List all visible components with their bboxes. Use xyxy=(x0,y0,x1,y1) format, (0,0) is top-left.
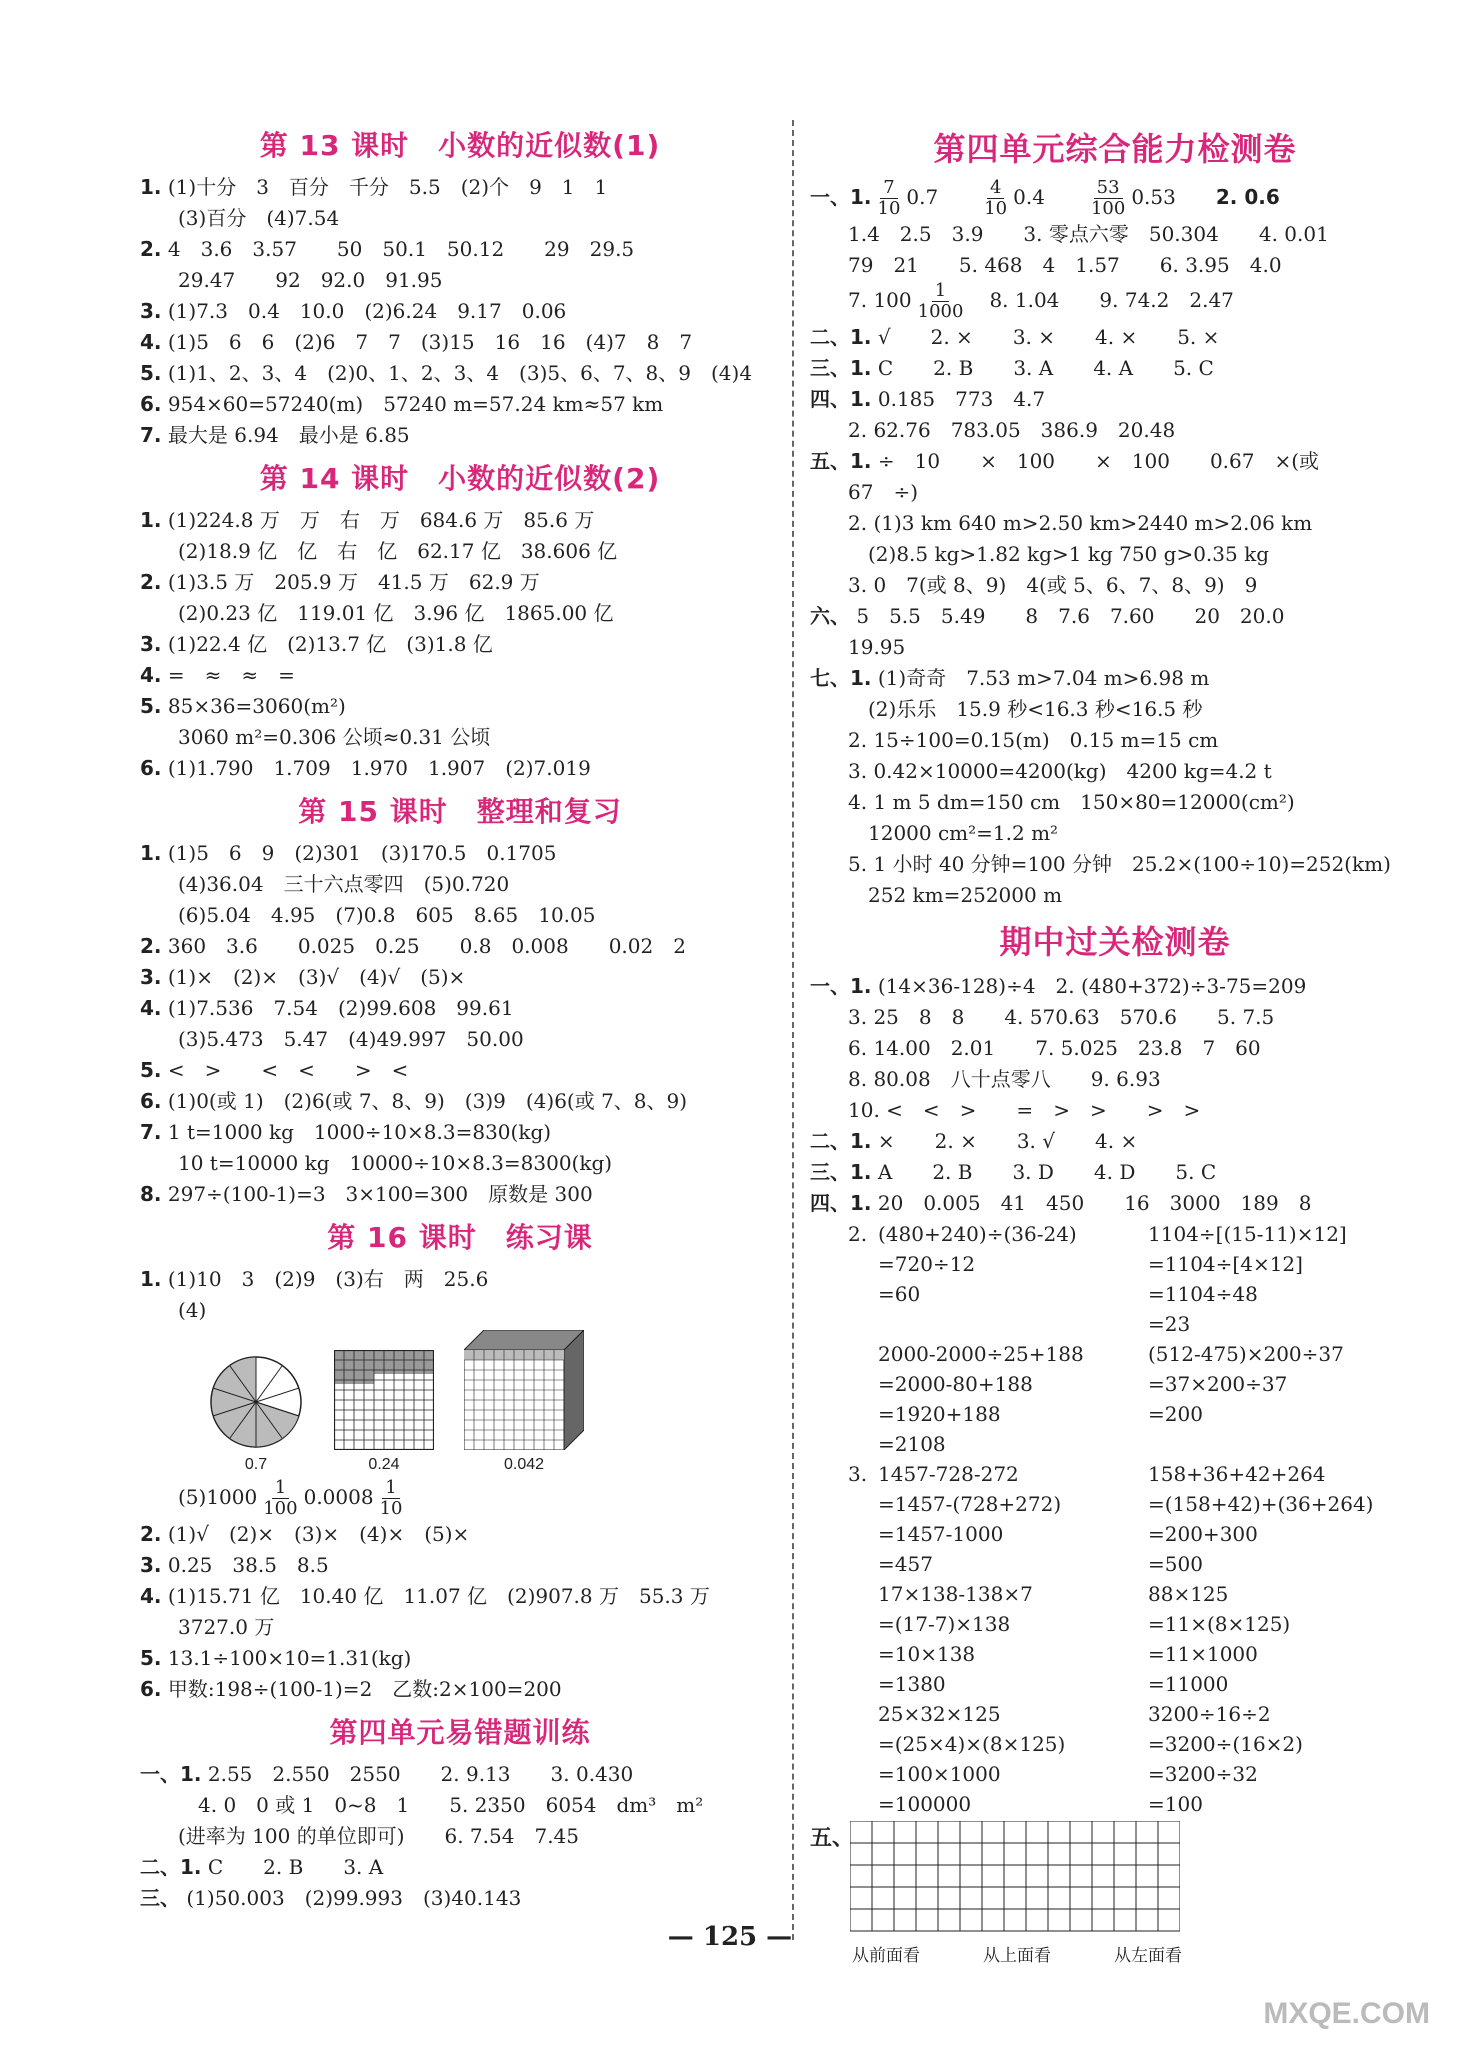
answer-line: 4. = ≈ ≈ = xyxy=(140,663,295,687)
column-divider xyxy=(792,120,794,1940)
answer-line: 1. (1)十分 3 百分 千分 5.5 (2)个 9 1 1 xyxy=(140,175,608,199)
pie-figure xyxy=(208,1354,304,1474)
answer-line: 二、1. C 2. B 3. A xyxy=(140,1855,384,1879)
calc-step: 88×125 xyxy=(1148,1582,1229,1606)
calc-step: =1104÷48 xyxy=(1148,1282,1258,1306)
thousand-cube-icon xyxy=(464,1330,584,1450)
answer-line: 3. (1)7.3 0.4 10.0 (2)6.24 9.17 0.06 xyxy=(140,299,567,323)
answer-line: 8. 80.08 八十点零八 9. 6.93 xyxy=(848,1067,1161,1091)
calc-step: =10×138 xyxy=(878,1642,976,1666)
answer-line: (5)1000 $\frac{1}{100}$ 0.0008 $\frac{1}{10}$ xyxy=(178,1477,403,1519)
answer-line: 2. 62.76 783.05 386.9 20.48 xyxy=(848,418,1176,442)
calc-step: =457 xyxy=(878,1552,933,1576)
section-16-answers xyxy=(140,1519,780,1705)
answer-line: 4. (1)5 6 6 (2)6 7 7 (3)15 16 16 (4)7 8 7 xyxy=(140,330,693,354)
fraction: $\frac{53}{100}$ xyxy=(1090,177,1126,219)
left-column xyxy=(140,118,780,1914)
calc-step: =23 xyxy=(1148,1312,1191,1336)
answer-line: 五、1. ÷ 10 × 100 × 100 0.67 ×(或 xyxy=(810,449,1320,473)
answer-line: 5. 1 小时 40 分钟=100 分钟 25.2×(100÷10)=252(km) xyxy=(848,852,1391,876)
answer-line: 2. 15÷100=0.15(m) 0.15 m=15 cm xyxy=(848,728,1219,752)
cube-figure xyxy=(464,1330,584,1474)
view-label-front: 从前面看 xyxy=(852,1946,920,1966)
view-label-top: 从上面看 xyxy=(983,1946,1051,1966)
answer-line: 3. 25 8 8 4. 570.63 570.6 5. 7.5 xyxy=(848,1005,1275,1029)
answer-line: 5. 13.1÷100×10=1.31(kg) xyxy=(140,1646,412,1670)
answer-line: 5. 85×36=3060(m²) xyxy=(140,694,346,718)
calc-step: =11000 xyxy=(1148,1672,1229,1696)
answer-line: 1.4 2.5 3.9 3. 零点六零 50.304 4. 0.01 xyxy=(848,222,1329,246)
right-column xyxy=(810,118,1420,1966)
answer-line: 6. 甲数:198÷(100-1)=2 乙数:2×100=200 xyxy=(140,1677,562,1701)
question-number: 2. xyxy=(848,1222,868,1246)
answer-line: 4. 0 0 或 1 0~8 1 5. 2350 6054 dm³ m² xyxy=(178,1793,704,1817)
answer-line: 2. 4 3.6 3.57 50 50.1 50.12 29 29.5 xyxy=(140,237,635,261)
answer-line: 2. (1)3 km 640 m>2.50 km>2440 m>2.06 km xyxy=(848,511,1313,535)
answer-line: 2. (1)3.5 万 205.9 万 41.5 万 62.9 万 xyxy=(140,570,540,594)
calc-step xyxy=(1148,1429,1418,1459)
answer-line: 二、1. × 2. × 3. √ 4. × xyxy=(810,1129,1138,1153)
hundred-grid-icon xyxy=(334,1350,434,1450)
calc-step: =200 xyxy=(1148,1402,1203,1426)
answer-line: 3060 m²=0.306 公顷≈0.31 公顷 xyxy=(178,725,491,749)
calc-step: =500 xyxy=(1148,1552,1203,1576)
calc-step: =100000 xyxy=(878,1792,972,1816)
section-title-14: 第 14 课时 小数的近似数(2) xyxy=(259,462,661,495)
answer-line: 六、 5 5.5 5.49 8 7.6 7.60 20 20.0 xyxy=(810,604,1285,628)
view-label-left: 从左面看 xyxy=(1114,1946,1182,1966)
calc-step: =2000-80+188 xyxy=(878,1372,1033,1396)
fraction: $\frac{4}{10}$ xyxy=(984,177,1008,219)
unit4-test-title: 第四单元综合能力检测卷 xyxy=(933,130,1297,168)
answer-line: 252 km=252000 m xyxy=(848,883,1063,907)
answer-line: 6. (1)1.790 1.709 1.970 1.907 (2)7.019 xyxy=(140,756,591,780)
answer-line: 2. (1)√ (2)× (3)× (4)× (5)× xyxy=(140,1522,470,1546)
figure-label: 0.7 xyxy=(244,1456,268,1473)
answer-line: (6)5.04 4.95 (7)0.8 605 8.65 10.05 xyxy=(178,903,596,927)
section-title-errors: 第四单元易错题训练 xyxy=(329,1716,591,1749)
shaded-circle-icon xyxy=(208,1354,304,1450)
answer-line: 1. (1)10 3 (2)9 (3)右 两 25.6 xyxy=(140,1267,489,1291)
answer-line: 三、1. A 2. B 3. D 4. D 5. C xyxy=(810,1160,1217,1184)
answer-line: 四、1. 0.185 773 4.7 xyxy=(810,387,1046,411)
question-number: 五、 xyxy=(810,1825,855,1851)
calc-step: =3200÷32 xyxy=(1148,1762,1258,1786)
answer-line: (4)36.04 三十六点零四 (5)0.720 xyxy=(178,872,510,896)
answer-line: 七、1. (1)奇奇 7.53 m>7.04 m>6.98 m xyxy=(810,666,1210,690)
calc-step: 17×138-138×7 xyxy=(878,1582,1033,1606)
answer-line: 3. 0 7(或 8、9) 4(或 5、6、7、8、9) 9 xyxy=(848,573,1258,597)
fraction: $\frac{1}{100}$ xyxy=(263,1477,298,1519)
calc-step: =60 xyxy=(878,1282,921,1306)
answer-line: 5. < > < < > < xyxy=(140,1058,409,1082)
calc-step: =100×1000 xyxy=(878,1762,1001,1786)
calc-grid xyxy=(878,1219,1418,1459)
answer-line: (3)百分 (4)7.54 xyxy=(178,206,340,230)
calc-step: =(158+42)+(36+264) xyxy=(1148,1492,1374,1516)
fraction: $\frac{1}{10}$ xyxy=(379,1477,403,1519)
answer-line: (3)5.473 5.47 (4)49.997 50.00 xyxy=(178,1027,524,1051)
answer-line: 三、 (1)50.003 (2)99.993 (3)40.143 xyxy=(140,1886,522,1910)
calc-step: =1104÷[4×12] xyxy=(1148,1252,1303,1276)
calc-step: 1457-728-272 xyxy=(878,1462,1019,1486)
answer-line: 3727.0 万 xyxy=(178,1615,275,1639)
page-number: — 125 — xyxy=(667,1922,793,1952)
calc-step: =200+300 xyxy=(1148,1522,1258,1546)
calc-step: =1457-1000 xyxy=(878,1522,1004,1546)
calc-step: 2000-2000÷25+188 xyxy=(878,1342,1084,1366)
answer-line: 5. (1)1、2、3、4 (2)0、1、2、3、4 (3)5、6、7、8、9 (4)4 xyxy=(140,361,753,385)
calc-step: =720÷12 xyxy=(878,1252,976,1276)
question-number: 3. xyxy=(848,1462,868,1486)
calc-step: =11×1000 xyxy=(1148,1642,1258,1666)
calc-step: =1380 xyxy=(878,1672,946,1696)
answer-line: (2)乐乐 15.9 秒<16.3 秒<16.5 秒 xyxy=(848,697,1203,721)
answer-line: 四、1. 20 0.005 41 450 16 3000 189 8 xyxy=(810,1191,1312,1215)
answer-line: (4) xyxy=(178,1298,207,1322)
calc-step: =1920+188 xyxy=(878,1402,1001,1426)
answer-line: 一、1. $\frac{7}{10}$ 0.7 $\frac{4}{10}$ 0.4 $\frac{53}{100}$ 0.53 2. 0.6 xyxy=(810,177,1280,219)
answer-line: 7. 1 t=1000 kg 1000÷10×8.3=830(kg) xyxy=(140,1120,552,1144)
calc-step: 1104÷[(15-11)×12] xyxy=(1148,1222,1347,1246)
answer-line: 67 ÷) xyxy=(848,480,919,504)
calc-step: =(17-7)×138 xyxy=(878,1612,1011,1636)
unit4-answers-a xyxy=(810,219,1420,281)
calc-grid xyxy=(878,1459,1418,1819)
error-training-answers xyxy=(140,1759,780,1914)
answer-line: 4. (1)7.536 7.54 (2)99.608 99.61 xyxy=(140,996,514,1020)
square-grid-figure xyxy=(334,1350,434,1474)
calc-step: 25×32×125 xyxy=(878,1702,1001,1726)
answer-line: 29.47 92 92.0 91.95 xyxy=(178,268,443,292)
figure-row xyxy=(208,1330,780,1474)
figure-label: 0.24 xyxy=(368,1456,400,1473)
section-15-answers xyxy=(140,838,780,1210)
answer-line: 3. 0.25 38.5 8.5 xyxy=(140,1553,329,1577)
calc-step xyxy=(878,1309,1148,1339)
calc-step: 158+36+42+264 xyxy=(1148,1462,1326,1486)
answer-line: (2)0.23 亿 119.01 亿 3.96 亿 1865.00 亿 xyxy=(178,601,614,625)
calc-step: =100 xyxy=(1148,1792,1203,1816)
calc-step: =11×(8×125) xyxy=(1148,1612,1291,1636)
answer-line: 4. (1)15.71 亿 10.40 亿 11.07 亿 (2)907.8 万 55.3 万 xyxy=(140,1584,710,1608)
calc-step: (480+240)÷(36-24) xyxy=(878,1222,1077,1246)
answer-line: 4. 1 m 5 dm=150 cm 150×80=12000(cm²) xyxy=(848,790,1295,814)
calc-3-block xyxy=(810,1459,1420,1819)
section-13-answers xyxy=(140,172,780,451)
answer-line: 7. 最大是 6.94 最小是 6.85 xyxy=(140,423,410,447)
answer-line: 一、1. 2.55 2.550 2550 2. 9.13 3. 0.430 xyxy=(140,1762,634,1786)
figure-label: 0.042 xyxy=(503,1456,545,1473)
calc-2-block xyxy=(810,1219,1420,1459)
calc-step: =3200÷(16×2) xyxy=(1148,1732,1303,1756)
answer-line: 3. 0.42×10000=4200(kg) 4200 kg=4.2 t xyxy=(848,759,1272,783)
answer-line: 8. 297÷(100-1)=3 3×100=300 原数是 300 xyxy=(140,1182,593,1206)
answer-line: 19.95 xyxy=(848,635,906,659)
answer-line: 二、1. √ 2. × 3. × 4. × 5. × xyxy=(810,325,1220,349)
midterm-test-title: 期中过关检测卷 xyxy=(999,923,1231,961)
unit4-answers-b xyxy=(810,322,1420,911)
calc-step: =2108 xyxy=(878,1432,946,1456)
fraction: $\frac{7}{10}$ xyxy=(877,177,901,219)
calc-step: =37×200÷37 xyxy=(1148,1372,1288,1396)
answer-line: 10 t=10000 kg 10000÷10×8.3=8300(kg) xyxy=(178,1151,613,1175)
answer-line: 1. (1)224.8 万 万 右 万 684.6 万 85.6 万 xyxy=(140,508,595,532)
section-title-15: 第 15 课时 整理和复习 xyxy=(298,795,622,828)
calc-step: =1457-(728+272) xyxy=(878,1492,1062,1516)
section-14-answers xyxy=(140,505,780,784)
answer-line: 一、1. (14×36-128)÷4 2. (480+372)÷3-75=209 xyxy=(810,974,1307,998)
fraction: $\frac{1}{1000}$ xyxy=(917,280,964,322)
answer-line: 6. (1)0(或 1) (2)6(或 7、8、9) (3)9 (4)6(或 7、8、9) xyxy=(140,1089,688,1113)
midterm-answers xyxy=(810,971,1420,1219)
section-title-13: 第 13 课时 小数的近似数(1) xyxy=(259,129,661,162)
answer-line: 三、1. C 2. B 3. A 4. A 5. C xyxy=(810,356,1214,380)
calc-step: (512-475)×200÷37 xyxy=(1148,1342,1344,1366)
calc-step: =(25×4)×(8×125) xyxy=(878,1732,1066,1756)
answer-line: 3. (1)22.4 亿 (2)13.7 亿 (3)1.8 亿 xyxy=(140,632,493,656)
section-title-16: 第 16 课时 练习课 xyxy=(327,1221,593,1254)
watermark: MXQE.COM xyxy=(1263,1997,1430,2030)
answer-line: 6. 14.00 2.01 7. 5.025 23.8 7 60 xyxy=(848,1036,1261,1060)
answer-line: 2. 360 3.6 0.025 0.25 0.8 0.008 0.02 2 xyxy=(140,934,686,958)
answer-line: (2)18.9 亿 亿 右 亿 62.17 亿 38.606 亿 xyxy=(178,539,618,563)
answer-line: 10. < < > = > > > > xyxy=(848,1098,1201,1122)
answer-line: 79 21 5. 468 4 1.57 6. 3.95 4.0 xyxy=(848,253,1282,277)
answer-line: (2)8.5 kg>1.82 kg>1 kg 750 g>0.35 kg xyxy=(848,542,1270,566)
answer-line: 1. (1)5 6 9 (2)301 (3)170.5 0.1705 xyxy=(140,841,557,865)
answer-line: 6. 954×60=57240(m) 57240 m=57.24 km≈57 km xyxy=(140,392,664,416)
answer-line: 12000 cm²=1.2 m² xyxy=(848,821,1059,845)
answer-line: 3. (1)× (2)× (3)√ (4)√ (5)× xyxy=(140,965,466,989)
calc-step: 3200÷16÷2 xyxy=(1148,1702,1271,1726)
answer-line: 7. 100 $\frac{1}{1000}$ 8. 1.04 9. 74.2 2.47 xyxy=(848,280,1234,322)
answer-line: (进率为 100 的单位即可) 6. 7.54 7.45 xyxy=(178,1824,579,1848)
